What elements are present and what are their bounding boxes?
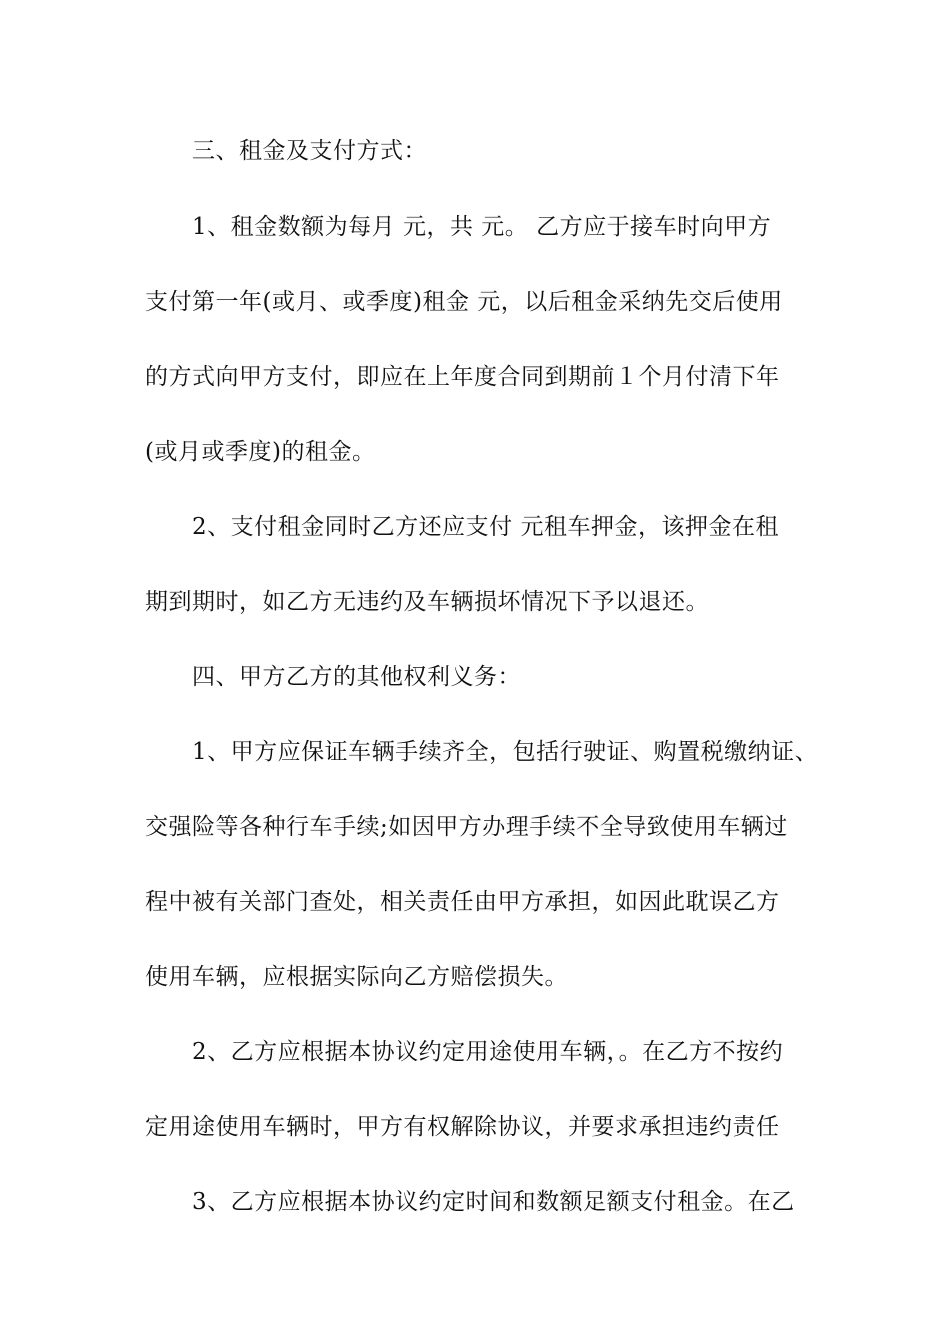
paragraph-line: 1、甲方应保证车辆手续齐全，包括行驶证、购置税缴纳证、 bbox=[192, 739, 819, 765]
paragraph-line: 2、支付租金同时乙方还应支付 元租车押金，该押金在租 bbox=[192, 514, 779, 540]
paragraph-line: 定用途使用车辆时，甲方有权解除协议，并要求承担违约责任 bbox=[145, 1114, 780, 1140]
paragraph-line: 程中被有关部门查处，相关责任由甲方承担，如因此耽误乙方 bbox=[145, 889, 780, 915]
paragraph-line: 的方式向甲方支付，即应在上年度合同到期前１个月付清下年 bbox=[145, 364, 780, 390]
paragraph-line: (或月或季度)的租金。 bbox=[145, 439, 376, 465]
paragraph-line: 交强险等各种行车手续;如因甲方办理手续不全导致使用车辆过 bbox=[145, 814, 788, 840]
section-heading-rights-obligations: 四、甲方乙方的其他权利义务： bbox=[192, 664, 521, 690]
paragraph-line: 3、乙方应根据本协议约定时间和数额足额支付租金。在乙 bbox=[192, 1189, 795, 1215]
paragraph-line: 1、租金数额为每月 元，共 元。 乙方应于接车时向甲方 bbox=[192, 214, 772, 240]
section-heading-rent-payment: 三、租金及支付方式： bbox=[192, 138, 427, 164]
paragraph-line: 支付第一年(或月、或季度)租金 元，以后租金采纳先交后使用 bbox=[145, 289, 783, 315]
paragraph-line: 2、乙方应根据本协议约定用途使用车辆，。在乙方不按约 bbox=[192, 1039, 784, 1065]
paragraph-line: 期到期时，如乙方无违约及车辆损坏情况下予以退还。 bbox=[145, 589, 709, 615]
paragraph-line: 使用车辆，应根据实际向乙方赔偿损失。 bbox=[145, 964, 568, 990]
